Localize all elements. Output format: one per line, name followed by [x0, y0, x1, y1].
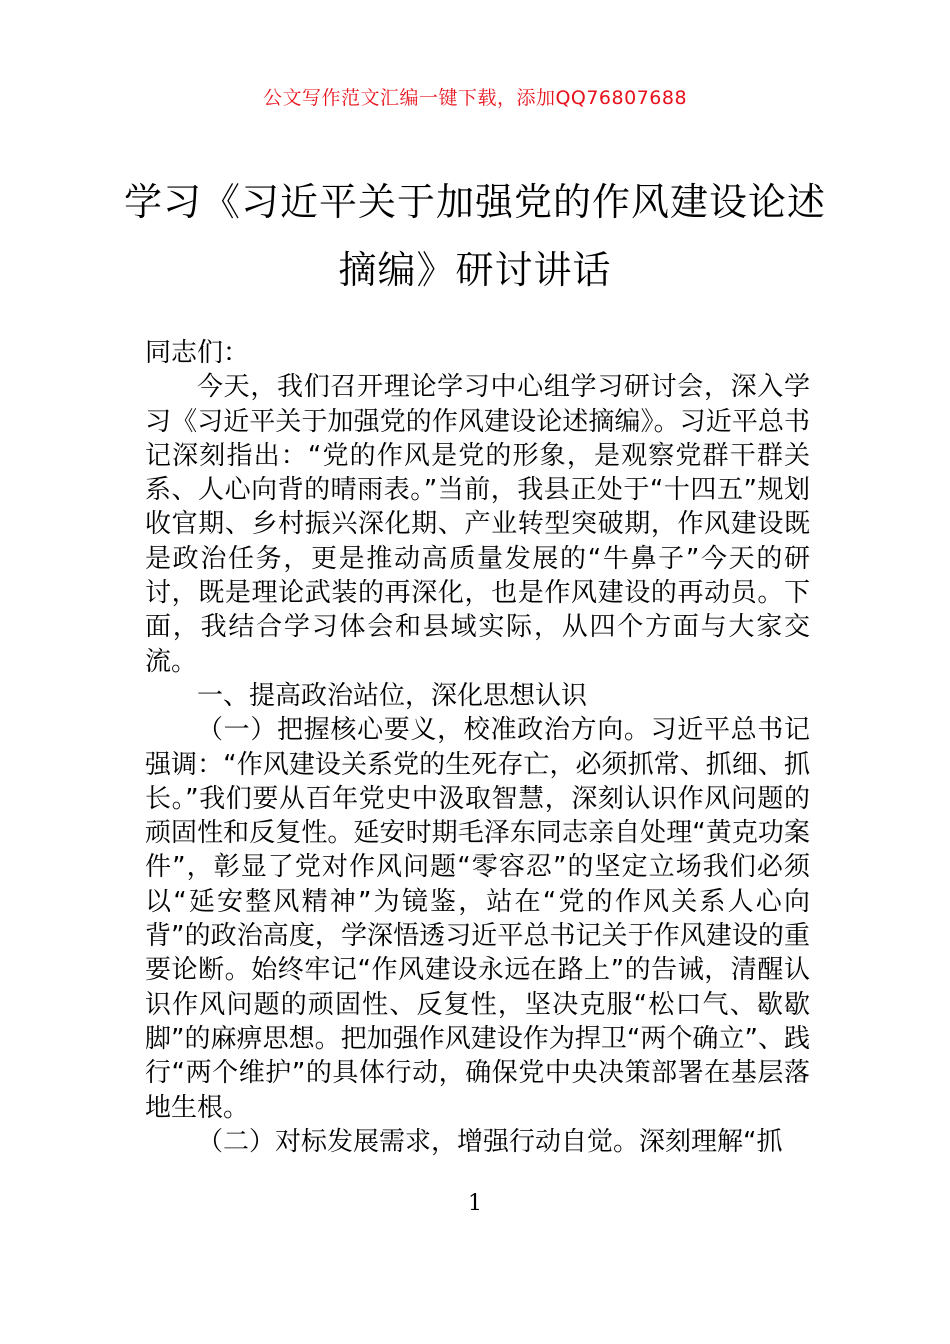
paragraph-subsection-1: （一）把握核心要义，校准政治方向。习近平总书记强调：“作风建设关系党的生死存亡，必须抓常、抓细、抓长。”我们要从百年党史中汲取智慧，深刻认识作风问题的顽固性和反复性。延安时期毛泽东同志亲自处理“黄克功案件”，彰显了党对作风问题“零容忍”的坚定立场我们必须以“延安整风精神”为镜鉴，站在“党的作风关系人心向背”的政治高度，学深悟透习近平总书记关于作风建设的重要论断。始终牢记“作风建设永远在路上”的告诫，清醒认识作风问题的顽固性、反复性，坚决克服“松口气、歇歇脚”的麻痹思想。把加强作风建设作为捍卫“两个确立”、践行“两个维护”的具体行动，确保党中央决策部署在基层落地生根。: [145, 715, 810, 1123]
watermark-header: 公文写作范文汇编一键下载，添加QQ76807688: [262, 87, 688, 109]
page-number: 1: [468, 1191, 482, 1216]
paragraph-subsection-2: （二）对标发展需求，增强行动自觉。深刻理解“抓: [197, 1126, 783, 1157]
paragraph-intro: 今天，我们召开理论学习中心组学习研讨会，深入学习《习近平关于加强党的作风建设论述摘编》。习近平总书记深刻指出：“党的作风是党的形象，是观察党群干群关系、人心向背的晴雨表。”当前，我县正处于“十四五”规划收官期、乡村振兴深化期、产业转型突破期，作风建设既是政治任务，更是推动高质量发展的“牛鼻子”今天的研讨，既是理论武装的再深化，也是作风建设的再动员。下面，我结合学习体会和县域实际，从四个方面与大家交流。: [145, 372, 810, 677]
salutation: 同志们：: [145, 338, 250, 368]
title-line-2: 摘编》研讨讲话: [338, 248, 612, 292]
title-line-1: 学习《习近平关于加强党的作风建设论述: [123, 180, 826, 224]
section-heading-1: 一、提高政治站位，深化思想认识: [197, 680, 588, 711]
document-title: [100, 168, 850, 304]
document-body: [145, 336, 810, 1159]
